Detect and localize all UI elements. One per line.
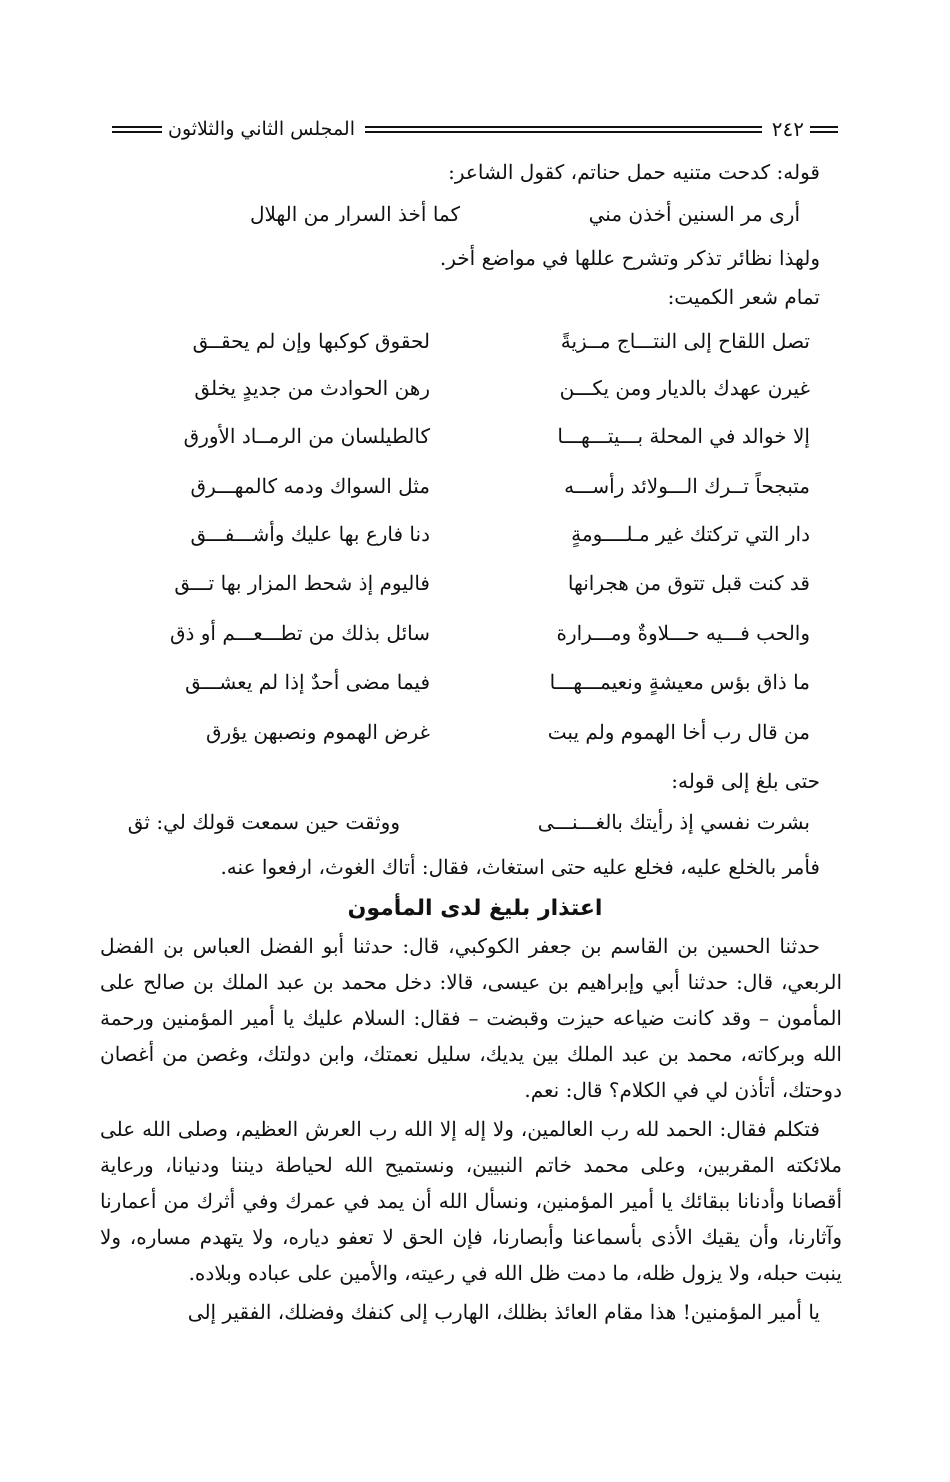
header-rule-right [810, 126, 838, 133]
paragraph: يا أمير المؤمنين! هذا مقام العائذ بظلك، الهارب إلى كنفك وفضلك، الفقير إلى [187, 1300, 820, 1324]
text-line: ولهذا نظائر تذكر وتشرح عللها في مواضع أخر. [439, 246, 820, 270]
chapter-title: المجلس الثاني والثلاثون [168, 118, 355, 140]
header-rule-middle [365, 126, 762, 133]
section-heading: اعتذار بليغ لدى المأمون [347, 896, 603, 921]
body-text [100, 928, 842, 1330]
verse-first-hemistich: أرى مر السنين أخذن مني [588, 202, 800, 226]
poem-verse-second-hemistich: لحقوق كوكبها وإن لم يحقــق [192, 329, 430, 353]
poem-verse-first-hemistich: متبجحاً تــرك الـــولائد رأســـه [564, 474, 810, 498]
poem-verse-second-hemistich: سائل بذلك من تطـــعـــم أو ذق [169, 621, 430, 645]
paragraph: حدثنا الحسين بن القاسم بن جعفر الكوكبي، قال: حدثنا أبو الفضل العباس بن الفضل الربعي، قال: حدثنا أبي وإبراهيم بن عيسى، قالا: دخل محمد بن عبد الملك بن صالح على المأمون – وقد كانت ضياعه حيزت وقبضت – فقال: السلام عليك يا أمير المؤمنين ورحمة الله وبركاته، محمد بن عبد الملك بين يديك، سليل نعمتك، وابن دولتك، وغصن من أغصان دوحتك، أتأذن لي في الكلام؟ قال: نعم. [100, 934, 843, 1102]
paragraph: فتكلم فقال: الحمد لله رب العالمين، ولا إله إلا الله رب العرش العظيم، وصلى الله على ملائكته المقربين، وعلى محمد خاتم النبيين، ونستميح الله لحياطة ديننا ودنيانا، ورعاية أقصانا وأدنانا ببقائك يا أمير المؤمنين، ونسأل الله أن يمد في عمرك وفي أثرك من أعمارنا وآثارنا، وأن يقيك الأذى بأسماعنا وأبصارنا، فإن الحق لا تعفو دياره، ولا يتهدم مساره، ولا ينبت حبله، ولا يزول ظله، ما دمت ظل الله في رعيته، والأمين على عباده وبلاده. [100, 1117, 842, 1285]
header-rule-left [112, 126, 162, 133]
poem-verse-second-hemistich: فيما مضى أحدٌ إذا لم يعشـــق [185, 670, 430, 694]
verse-second-hemistich: ووثقت حين سمعت قولك لي: ثق [127, 810, 400, 834]
poem-verse-second-hemistich: غرض الهموم ونصبهن يؤرق [205, 720, 430, 744]
running-header [112, 112, 838, 146]
poem-verse-second-hemistich: رهن الحوادث من جديدٍ يخلق [194, 376, 430, 400]
text-line: تمام شعر الكميت: [667, 285, 820, 309]
poem-verse-second-hemistich: دنا فارع بها عليك وأشـــفـــق [190, 522, 430, 546]
poem-verse-second-hemistich: مثل السواك ودمه كالمهـــرق [190, 474, 430, 498]
poem-verse-first-hemistich: من قال رب أخا الهموم ولم يبت [547, 720, 810, 744]
poem-verse-first-hemistich: قد كنت قبل تتوق من هجرانها [567, 571, 810, 595]
poem-verse-first-hemistich: ما ذاق بؤس معيشةٍ ونعيمـــهـــا [549, 670, 810, 694]
poem-verse-second-hemistich: فاليوم إذ شحط المزار بها تـــق [174, 571, 430, 595]
poem-verse-second-hemistich: كالطيلسان من الرمــاد الأورق [183, 424, 430, 448]
poem-verse-first-hemistich: والحب فـــيه حـــلاوةٌ ومـــرارة [556, 621, 810, 645]
text-line: حتى بلغ إلى قوله: [671, 769, 820, 793]
verse-first-hemistich: بشرت نفسي إذ رأيتك بالغـــنـــى [537, 810, 810, 834]
text-line: قوله: كدحت متنيه حمل حناتم، كقول الشاعر: [448, 160, 820, 184]
page-number: ٢٤٢ [771, 117, 804, 141]
poem-verse-first-hemistich: غيرن عهدك بالديار ومن يكـــن [559, 376, 810, 400]
poem-verse-first-hemistich: إلا خوالد في المحلة بـــيتـــهـــا [557, 424, 810, 448]
text-line: فأمر بالخلع عليه، فخلع عليه حتى استغاث، فقال: أتاك الغوث، ارفعوا عنه. [220, 855, 820, 879]
verse-second-hemistich: كما أخذ السرار من الهلال [249, 202, 460, 226]
poem-verse-first-hemistich: تصل اللقاح إلى النتـــاج مــزيةً [560, 329, 810, 353]
poem-verse-first-hemistich: دار التي تركتك غير مـلــــومةٍ [571, 522, 810, 546]
